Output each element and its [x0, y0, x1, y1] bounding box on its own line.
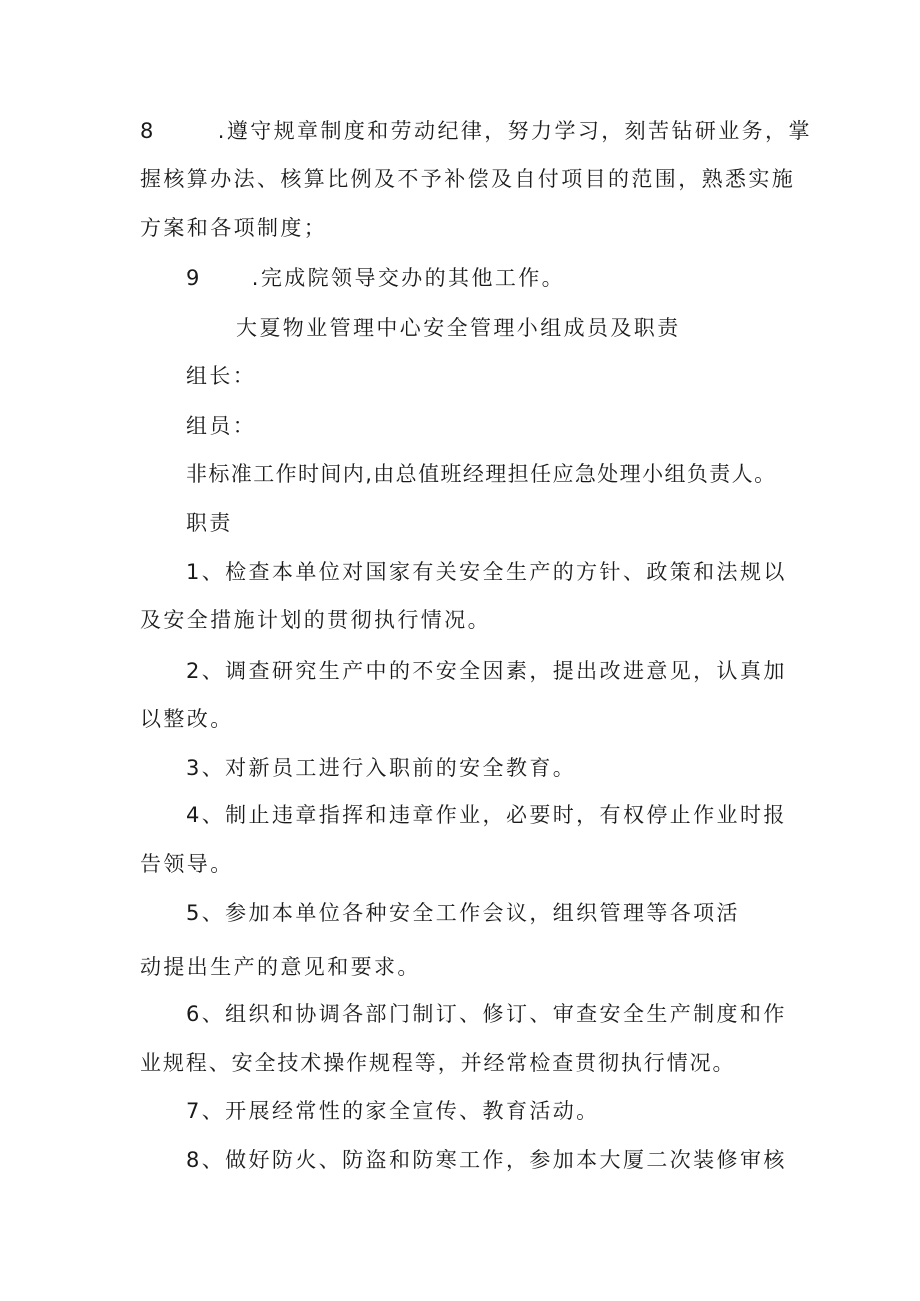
item-8-line-2: 握核算办法、核算比例及不予补偿及自付项目的范围，熟悉实施 — [140, 167, 796, 191]
item-8-text: .遵守规章制度和劳动纪律，努力学习，刻苦钻研业务，掌 — [217, 119, 812, 143]
nonstandard-note: 非标准工作时间内,由总值班经理担任应急处理小组负责人。 — [186, 462, 777, 486]
leader-label: 组长： — [186, 364, 257, 388]
duty-4-line-2: 告领导。 — [140, 852, 234, 876]
duty-6-line-2: 业规程、安全技术操作规程等，并经常检查贯彻执行情况。 — [140, 1051, 736, 1075]
duties-heading: 职责 — [186, 511, 233, 535]
section-title: 大夏物业管理中心安全管理小组成员及职责 — [236, 316, 681, 340]
duty-2-line-1: 2、调查研究生产中的不安全因素，提出改进意见，认真加 — [186, 659, 787, 683]
duty-2-line-2: 以整改。 — [140, 707, 234, 731]
duty-4-line-1: 4、制止违章指挥和违章作业，必要时，有权停止作业时报 — [186, 803, 787, 827]
duty-3-line-1: 3、对新员工进行入职前的安全教育。 — [186, 756, 577, 780]
duty-5-line-1: 5、参加本单位各种安全工作会议，组织管理等各项活 — [186, 901, 740, 925]
duty-1-line-1: 1、检查本单位对国家有关安全生产的方针、政策和法规以 — [186, 560, 787, 584]
duty-6-line-1: 6、组织和协调各部门制订、修订、审查安全生产制度和作 — [186, 1002, 787, 1026]
item-8-line-3: 方案和各项制度； — [140, 216, 328, 240]
item-9-text: .完成院领导交办的其他工作。 — [251, 266, 566, 290]
item-9-line-1 — [186, 263, 565, 293]
item-8-line-1 — [140, 116, 812, 146]
member-label: 组员： — [186, 414, 257, 438]
duty-8-line-1: 8、做好防火、防盗和防寒工作，参加本大厦二次装修审核 — [186, 1148, 787, 1172]
duty-1-line-2: 及安全措施计划的贯彻执行情况。 — [140, 608, 491, 632]
duty-5-line-2: 动提出生产的意见和要求。 — [140, 955, 421, 979]
duty-7-line-1: 7、开展经常性的家全宣传、教育活动。 — [186, 1099, 600, 1123]
item-9-number: 9 — [186, 266, 202, 290]
item-8-number: 8 — [140, 119, 156, 143]
